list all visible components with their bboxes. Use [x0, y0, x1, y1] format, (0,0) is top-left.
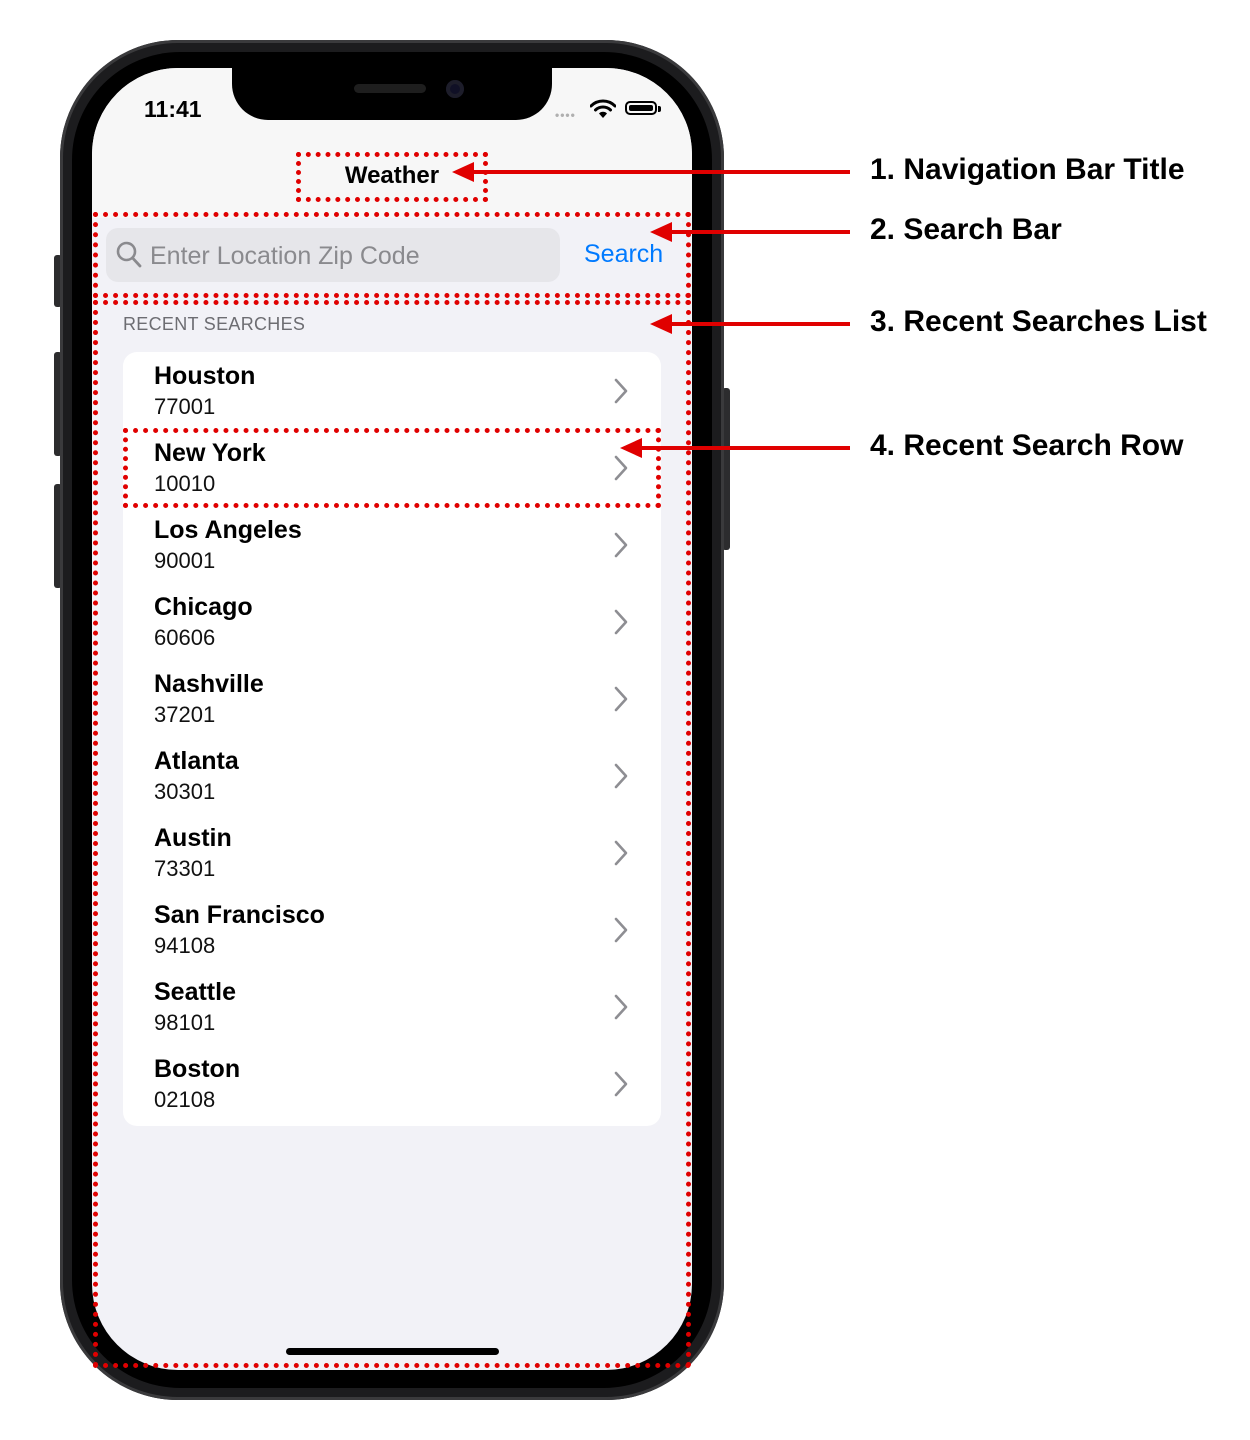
row-zip: 10010	[154, 471, 216, 496]
nav-title: Weather	[344, 162, 440, 189]
callout-box-recent-row	[123, 428, 661, 508]
wifi-icon	[590, 99, 616, 119]
row-city: Seattle	[154, 978, 236, 1006]
row-city: Chicago	[154, 593, 253, 621]
battery-icon	[625, 101, 657, 115]
row-zip: 02108	[154, 1087, 216, 1112]
arrowhead-nav-title	[452, 162, 474, 182]
row-city: New York	[154, 439, 266, 467]
row-zip: 98101	[154, 1010, 216, 1035]
arrow-recent-row	[638, 446, 850, 450]
row-city: Los Angeles	[154, 516, 302, 544]
row-city: Atlanta	[154, 747, 239, 775]
notch	[232, 68, 552, 120]
row-zip: 30301	[154, 779, 216, 804]
row-zip: 73301	[154, 856, 216, 881]
row-city: Nashville	[154, 670, 264, 698]
arrowhead-recent-row	[620, 438, 642, 458]
arrow-nav-title	[470, 170, 850, 174]
callout-label-search-bar: 2. Search Bar	[870, 213, 1062, 246]
row-zip: 37201	[154, 702, 216, 727]
callout-label-recent-list: 3. Recent Searches List	[870, 305, 1207, 338]
row-zip: 90001	[154, 548, 216, 573]
search-button[interactable]: Search	[584, 240, 664, 268]
arrowhead-recent-list	[650, 314, 672, 334]
arrow-recent-list	[668, 322, 850, 326]
camera-icon	[446, 80, 464, 98]
search-placeholder: Enter Location Zip Code	[150, 242, 420, 270]
callout-box-search-bar	[93, 212, 691, 298]
row-zip: 60606	[154, 625, 216, 650]
recent-searches-header: RECENT SEARCHES	[123, 314, 306, 334]
arrow-search-bar	[668, 230, 850, 234]
row-city: Houston	[154, 362, 256, 390]
arrowhead-search-bar	[650, 222, 672, 242]
row-city: Boston	[154, 1055, 241, 1083]
row-city: San Francisco	[154, 901, 325, 929]
signal-dots-icon: ••••	[555, 108, 576, 122]
callout-label-nav-title: 1. Navigation Bar Title	[870, 153, 1185, 186]
row-city: Austin	[154, 824, 232, 852]
row-zip: 77001	[154, 394, 216, 419]
row-zip: 94108	[154, 933, 216, 958]
callout-label-recent-row: 4. Recent Search Row	[870, 429, 1184, 462]
status-time: 11:41	[144, 96, 202, 122]
speaker-grille	[354, 84, 426, 93]
